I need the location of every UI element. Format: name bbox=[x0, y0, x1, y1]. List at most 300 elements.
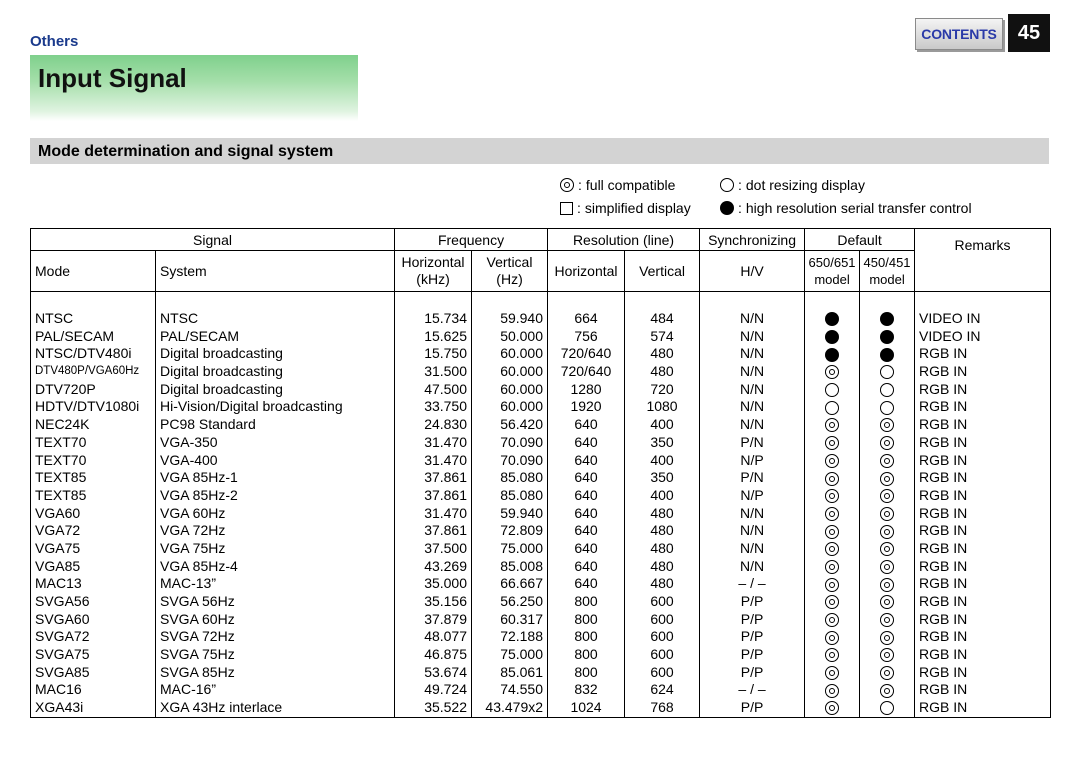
cell-res-vertical: 484 bbox=[625, 310, 700, 328]
double-circle-icon bbox=[825, 701, 839, 715]
cell-vertical-freq: 85.061 bbox=[472, 663, 548, 681]
double-circle-icon bbox=[825, 472, 839, 486]
cell-horizontal-freq: 37.500 bbox=[395, 540, 472, 558]
cell-horizontal-freq: 37.879 bbox=[395, 610, 472, 628]
cell-system: SVGA 60Hz bbox=[156, 610, 395, 628]
filled-circle-icon bbox=[880, 330, 894, 344]
cell-remarks: RGB IN bbox=[915, 540, 1051, 558]
cell-res-horizontal: 640 bbox=[548, 487, 625, 505]
cell-mode: VGA75 bbox=[31, 540, 156, 558]
cell-res-horizontal: 800 bbox=[548, 628, 625, 646]
legend-simplified-label: simplified display bbox=[584, 200, 691, 216]
double-circle-icon bbox=[880, 560, 894, 574]
cell-mode: XGA43i bbox=[31, 699, 156, 717]
cell-model-450 bbox=[860, 557, 915, 575]
cell-system: SVGA 85Hz bbox=[156, 663, 395, 681]
cell-res-horizontal: 640 bbox=[548, 540, 625, 558]
legend-full-label: full compatible bbox=[585, 177, 676, 193]
cell-model-650 bbox=[805, 310, 860, 328]
section-heading: Mode determination and signal system bbox=[30, 138, 1049, 164]
table-row bbox=[31, 380, 1051, 398]
double-circle-icon bbox=[825, 489, 839, 503]
cell-res-horizontal: 1920 bbox=[548, 398, 625, 416]
cell-vertical-freq: 70.090 bbox=[472, 451, 548, 469]
cell-system: XGA 43Hz interlace bbox=[156, 699, 395, 717]
open-circle-icon bbox=[825, 383, 839, 397]
cell-vertical-freq: 43.479x2 bbox=[472, 699, 548, 717]
cell-vertical-freq: 72.188 bbox=[472, 628, 548, 646]
filled-circle-icon bbox=[720, 201, 734, 215]
cell-model-450 bbox=[860, 398, 915, 416]
cell-model-650 bbox=[805, 363, 860, 381]
cell-res-vertical: 400 bbox=[625, 487, 700, 505]
cell-res-horizontal: 640 bbox=[548, 557, 625, 575]
header-horizontal-khz: Horizontal (kHz) bbox=[395, 251, 472, 292]
cell-mode: TEXT85 bbox=[31, 469, 156, 487]
cell-model-450 bbox=[860, 469, 915, 487]
table-row bbox=[31, 646, 1051, 664]
cell-model-650 bbox=[805, 327, 860, 345]
cell-model-450 bbox=[860, 345, 915, 363]
double-circle-icon bbox=[825, 525, 839, 539]
double-circle-icon bbox=[880, 525, 894, 539]
cell-vertical-freq: 60.000 bbox=[472, 363, 548, 381]
cell-system: NTSC bbox=[156, 310, 395, 328]
cell-sync: P/P bbox=[700, 628, 805, 646]
cell-mode: NTSC bbox=[31, 310, 156, 328]
cell-model-650 bbox=[805, 504, 860, 522]
cell-horizontal-freq: 35.000 bbox=[395, 575, 472, 593]
cell-horizontal-freq: 15.750 bbox=[395, 345, 472, 363]
cell-system: VGA 85Hz-4 bbox=[156, 557, 395, 575]
cell-res-vertical: 600 bbox=[625, 593, 700, 611]
legend-simplified: : simplified display bbox=[560, 200, 691, 216]
cell-remarks: RGB IN bbox=[915, 380, 1051, 398]
cell-mode: NEC24K bbox=[31, 416, 156, 434]
cell-vertical-freq: 85.080 bbox=[472, 487, 548, 505]
cell-res-horizontal: 640 bbox=[548, 434, 625, 452]
cell-res-horizontal: 640 bbox=[548, 416, 625, 434]
cell-vertical-freq: 50.000 bbox=[472, 327, 548, 345]
cell-res-vertical: 480 bbox=[625, 363, 700, 381]
cell-system: Digital broadcasting bbox=[156, 363, 395, 381]
table-row bbox=[31, 434, 1051, 452]
cell-vertical-freq: 72.809 bbox=[472, 522, 548, 540]
cell-res-vertical: 600 bbox=[625, 663, 700, 681]
cell-model-650 bbox=[805, 699, 860, 717]
cell-model-650 bbox=[805, 434, 860, 452]
header-hv: H/V bbox=[700, 251, 805, 292]
double-circle-icon bbox=[880, 613, 894, 627]
cell-remarks: RGB IN bbox=[915, 434, 1051, 452]
cell-system: VGA-400 bbox=[156, 451, 395, 469]
cell-vertical-freq: 60.000 bbox=[472, 380, 548, 398]
header-res-vertical: Vertical bbox=[625, 251, 700, 292]
cell-system: Digital broadcasting bbox=[156, 345, 395, 363]
title-banner bbox=[30, 55, 358, 121]
cell-horizontal-freq: 35.156 bbox=[395, 593, 472, 611]
filled-circle-icon bbox=[825, 312, 839, 326]
double-circle-icon bbox=[825, 595, 839, 609]
cell-model-450 bbox=[860, 681, 915, 699]
legend-dot-label: dot resizing display bbox=[745, 177, 865, 193]
page-number: 45 bbox=[1008, 14, 1050, 52]
cell-model-650 bbox=[805, 628, 860, 646]
cell-remarks: RGB IN bbox=[915, 557, 1051, 575]
table-body bbox=[31, 292, 1051, 718]
open-circle-icon bbox=[880, 365, 894, 379]
cell-horizontal-freq: 31.500 bbox=[395, 363, 472, 381]
cell-system: Hi-Vision/Digital broadcasting bbox=[156, 398, 395, 416]
table-row bbox=[31, 557, 1051, 575]
contents-button[interactable]: CONTENTS bbox=[915, 18, 1003, 50]
cell-mode: TEXT70 bbox=[31, 434, 156, 452]
cell-mode: VGA60 bbox=[31, 504, 156, 522]
cell-model-450 bbox=[860, 327, 915, 345]
double-circle-icon bbox=[880, 684, 894, 698]
open-circle-icon bbox=[880, 383, 894, 397]
cell-sync: N/N bbox=[700, 380, 805, 398]
cell-model-650 bbox=[805, 451, 860, 469]
table-row bbox=[31, 628, 1051, 646]
cell-sync: N/N bbox=[700, 327, 805, 345]
legend-dot-resizing: : dot resizing display bbox=[720, 177, 865, 193]
cell-model-450 bbox=[860, 540, 915, 558]
cell-remarks: RGB IN bbox=[915, 504, 1051, 522]
cell-model-650 bbox=[805, 646, 860, 664]
cell-remarks: RGB IN bbox=[915, 469, 1051, 487]
cell-horizontal-freq: 31.470 bbox=[395, 451, 472, 469]
cell-res-horizontal: 640 bbox=[548, 451, 625, 469]
cell-vertical-freq: 59.940 bbox=[472, 310, 548, 328]
cell-sync: P/P bbox=[700, 646, 805, 664]
header-model-450: 450/451 model bbox=[860, 251, 915, 292]
cell-horizontal-freq: 35.522 bbox=[395, 699, 472, 717]
double-circle-icon bbox=[880, 648, 894, 662]
cell-model-450 bbox=[860, 628, 915, 646]
table-row bbox=[31, 663, 1051, 681]
cell-remarks: VIDEO IN bbox=[915, 310, 1051, 328]
header-vertical-hz: Vertical (Hz) bbox=[472, 251, 548, 292]
cell-res-vertical: 350 bbox=[625, 434, 700, 452]
cell-res-horizontal: 720/640 bbox=[548, 345, 625, 363]
filled-circle-icon bbox=[880, 312, 894, 326]
cell-mode: DTV480P/VGA60Hz bbox=[31, 363, 156, 381]
cell-res-vertical: 480 bbox=[625, 540, 700, 558]
cell-res-horizontal: 800 bbox=[548, 646, 625, 664]
cell-horizontal-freq: 49.724 bbox=[395, 681, 472, 699]
cell-res-vertical: 1080 bbox=[625, 398, 700, 416]
cell-sync: P/P bbox=[700, 593, 805, 611]
cell-horizontal-freq: 48.077 bbox=[395, 628, 472, 646]
header-frequency: Frequency bbox=[395, 229, 548, 251]
cell-system: MAC-13” bbox=[156, 575, 395, 593]
table-row bbox=[31, 522, 1051, 540]
cell-model-650 bbox=[805, 540, 860, 558]
table-row bbox=[31, 699, 1051, 717]
double-circle-icon bbox=[825, 666, 839, 680]
cell-sync: P/N bbox=[700, 434, 805, 452]
cell-res-horizontal: 832 bbox=[548, 681, 625, 699]
cell-res-horizontal: 720/640 bbox=[548, 363, 625, 381]
table-row bbox=[31, 398, 1051, 416]
cell-mode: SVGA75 bbox=[31, 646, 156, 664]
cell-system: VGA 60Hz bbox=[156, 504, 395, 522]
cell-horizontal-freq: 37.861 bbox=[395, 522, 472, 540]
cell-sync: N/N bbox=[700, 398, 805, 416]
cell-sync: N/N bbox=[700, 504, 805, 522]
filled-circle-icon bbox=[825, 330, 839, 344]
double-circle-icon bbox=[880, 666, 894, 680]
cell-mode: VGA85 bbox=[31, 557, 156, 575]
cell-mode: SVGA56 bbox=[31, 593, 156, 611]
cell-horizontal-freq: 31.470 bbox=[395, 504, 472, 522]
cell-sync: N/N bbox=[700, 310, 805, 328]
cell-sync: N/N bbox=[700, 557, 805, 575]
cell-remarks: RGB IN bbox=[915, 522, 1051, 540]
double-circle-icon bbox=[825, 648, 839, 662]
double-circle-icon bbox=[880, 578, 894, 592]
cell-model-650 bbox=[805, 345, 860, 363]
open-circle-icon bbox=[880, 401, 894, 415]
open-circle-icon bbox=[880, 701, 894, 715]
cell-mode: SVGA85 bbox=[31, 663, 156, 681]
cell-res-vertical: 720 bbox=[625, 380, 700, 398]
cell-remarks: VIDEO IN bbox=[915, 327, 1051, 345]
cell-model-450 bbox=[860, 699, 915, 717]
cell-mode: PAL/SECAM bbox=[31, 327, 156, 345]
double-circle-icon bbox=[880, 489, 894, 503]
cell-sync: – / – bbox=[700, 575, 805, 593]
cell-remarks: RGB IN bbox=[915, 610, 1051, 628]
cell-model-450 bbox=[860, 416, 915, 434]
filled-circle-icon bbox=[880, 348, 894, 362]
page-title: Input Signal bbox=[38, 63, 187, 93]
cell-model-650 bbox=[805, 380, 860, 398]
cell-res-vertical: 768 bbox=[625, 699, 700, 717]
cell-remarks: RGB IN bbox=[915, 663, 1051, 681]
cell-model-650 bbox=[805, 593, 860, 611]
cell-system: PC98 Standard bbox=[156, 416, 395, 434]
legend-high-resolution: : high resolution serial transfer control bbox=[720, 200, 972, 216]
double-circle-icon bbox=[825, 542, 839, 556]
cell-system: VGA-350 bbox=[156, 434, 395, 452]
cell-model-650 bbox=[805, 610, 860, 628]
open-circle-icon bbox=[825, 401, 839, 415]
cell-res-vertical: 600 bbox=[625, 646, 700, 664]
table-row bbox=[31, 327, 1051, 345]
table-row bbox=[31, 451, 1051, 469]
cell-res-vertical: 574 bbox=[625, 327, 700, 345]
cell-horizontal-freq: 31.470 bbox=[395, 434, 472, 452]
cell-remarks: RGB IN bbox=[915, 593, 1051, 611]
cell-model-650 bbox=[805, 681, 860, 699]
cell-horizontal-freq: 33.750 bbox=[395, 398, 472, 416]
cell-horizontal-freq: 43.269 bbox=[395, 557, 472, 575]
header-mode: Mode bbox=[31, 251, 156, 292]
cell-sync: N/N bbox=[700, 363, 805, 381]
cell-vertical-freq: 60.000 bbox=[472, 345, 548, 363]
double-circle-icon bbox=[825, 507, 839, 521]
cell-remarks: RGB IN bbox=[915, 487, 1051, 505]
table-row bbox=[31, 610, 1051, 628]
cell-vertical-freq: 56.250 bbox=[472, 593, 548, 611]
cell-res-horizontal: 640 bbox=[548, 522, 625, 540]
cell-res-vertical: 600 bbox=[625, 628, 700, 646]
table-row bbox=[31, 345, 1051, 363]
table-row bbox=[31, 504, 1051, 522]
cell-vertical-freq: 85.008 bbox=[472, 557, 548, 575]
cell-sync: N/P bbox=[700, 451, 805, 469]
cell-res-horizontal: 756 bbox=[548, 327, 625, 345]
table-row bbox=[31, 540, 1051, 558]
cell-res-horizontal: 664 bbox=[548, 310, 625, 328]
header-system: System bbox=[156, 251, 395, 292]
cell-mode: SVGA72 bbox=[31, 628, 156, 646]
cell-horizontal-freq: 47.500 bbox=[395, 380, 472, 398]
cell-model-650 bbox=[805, 487, 860, 505]
cell-vertical-freq: 70.090 bbox=[472, 434, 548, 452]
cell-res-vertical: 400 bbox=[625, 416, 700, 434]
cell-system: Digital broadcasting bbox=[156, 380, 395, 398]
cell-system: VGA 75Hz bbox=[156, 540, 395, 558]
table-row bbox=[31, 416, 1051, 434]
cell-res-vertical: 600 bbox=[625, 610, 700, 628]
cell-system: VGA 72Hz bbox=[156, 522, 395, 540]
cell-model-650 bbox=[805, 522, 860, 540]
cell-sync: P/P bbox=[700, 610, 805, 628]
cell-model-450 bbox=[860, 434, 915, 452]
cell-horizontal-freq: 15.625 bbox=[395, 327, 472, 345]
legend-full-compatible: : full compatible bbox=[560, 177, 675, 193]
cell-sync: P/P bbox=[700, 663, 805, 681]
cell-horizontal-freq: 46.875 bbox=[395, 646, 472, 664]
cell-sync: – / – bbox=[700, 681, 805, 699]
cell-vertical-freq: 75.000 bbox=[472, 646, 548, 664]
double-circle-icon bbox=[880, 542, 894, 556]
cell-remarks: RGB IN bbox=[915, 416, 1051, 434]
cell-model-450 bbox=[860, 310, 915, 328]
cell-model-450 bbox=[860, 610, 915, 628]
cell-vertical-freq: 56.420 bbox=[472, 416, 548, 434]
cell-mode: SVGA60 bbox=[31, 610, 156, 628]
cell-res-vertical: 624 bbox=[625, 681, 700, 699]
cell-model-650 bbox=[805, 557, 860, 575]
double-circle-icon bbox=[825, 631, 839, 645]
cell-horizontal-freq: 24.830 bbox=[395, 416, 472, 434]
cell-remarks: RGB IN bbox=[915, 363, 1051, 381]
header-default: Default bbox=[805, 229, 915, 251]
double-circle-icon bbox=[880, 507, 894, 521]
table-row bbox=[31, 310, 1051, 328]
cell-res-vertical: 480 bbox=[625, 504, 700, 522]
cell-model-650 bbox=[805, 416, 860, 434]
cell-mode: TEXT85 bbox=[31, 487, 156, 505]
cell-horizontal-freq: 15.734 bbox=[395, 310, 472, 328]
cell-mode: TEXT70 bbox=[31, 451, 156, 469]
cell-model-450 bbox=[860, 522, 915, 540]
cell-remarks: RGB IN bbox=[915, 628, 1051, 646]
cell-remarks: RGB IN bbox=[915, 681, 1051, 699]
cell-model-650 bbox=[805, 663, 860, 681]
cell-mode: VGA72 bbox=[31, 522, 156, 540]
legend-high-label: high resolution serial transfer control bbox=[745, 200, 972, 216]
table-row bbox=[31, 469, 1051, 487]
cell-mode: NTSC/DTV480i bbox=[31, 345, 156, 363]
header-model-650: 650/651 model bbox=[805, 251, 860, 292]
cell-remarks: RGB IN bbox=[915, 398, 1051, 416]
double-circle-icon bbox=[880, 454, 894, 468]
double-circle-icon bbox=[880, 418, 894, 432]
cell-mode: MAC16 bbox=[31, 681, 156, 699]
header-remarks: Remarks bbox=[915, 229, 1051, 292]
cell-sync: N/N bbox=[700, 345, 805, 363]
cell-sync: N/N bbox=[700, 540, 805, 558]
cell-remarks: RGB IN bbox=[915, 451, 1051, 469]
table-row bbox=[31, 487, 1051, 505]
cell-res-vertical: 480 bbox=[625, 522, 700, 540]
cell-res-horizontal: 800 bbox=[548, 663, 625, 681]
cell-model-450 bbox=[860, 363, 915, 381]
cell-res-horizontal: 640 bbox=[548, 469, 625, 487]
cell-mode: MAC13 bbox=[31, 575, 156, 593]
cell-vertical-freq: 59.940 bbox=[472, 504, 548, 522]
cell-system: VGA 85Hz-2 bbox=[156, 487, 395, 505]
cell-horizontal-freq: 37.861 bbox=[395, 469, 472, 487]
cell-model-650 bbox=[805, 575, 860, 593]
cell-remarks: RGB IN bbox=[915, 345, 1051, 363]
cell-model-450 bbox=[860, 487, 915, 505]
filled-circle-icon bbox=[825, 348, 839, 362]
cell-res-horizontal: 640 bbox=[548, 504, 625, 522]
square-icon bbox=[560, 202, 573, 215]
cell-res-vertical: 480 bbox=[625, 557, 700, 575]
header-sync: Synchronizing bbox=[700, 229, 805, 251]
input-signal-table bbox=[30, 228, 1051, 718]
cell-vertical-freq: 66.667 bbox=[472, 575, 548, 593]
cell-vertical-freq: 85.080 bbox=[472, 469, 548, 487]
header-res-horizontal: Horizontal bbox=[548, 251, 625, 292]
header-signal: Signal bbox=[31, 229, 395, 251]
double-circle-icon bbox=[880, 595, 894, 609]
cell-model-650 bbox=[805, 469, 860, 487]
cell-res-horizontal: 1280 bbox=[548, 380, 625, 398]
cell-remarks: RGB IN bbox=[915, 575, 1051, 593]
cell-res-vertical: 400 bbox=[625, 451, 700, 469]
cell-res-vertical: 350 bbox=[625, 469, 700, 487]
cell-res-horizontal: 1024 bbox=[548, 699, 625, 717]
cell-res-horizontal: 640 bbox=[548, 575, 625, 593]
cell-remarks: RGB IN bbox=[915, 646, 1051, 664]
cell-model-450 bbox=[860, 575, 915, 593]
cell-res-horizontal: 800 bbox=[548, 593, 625, 611]
cell-horizontal-freq: 37.861 bbox=[395, 487, 472, 505]
cell-model-450 bbox=[860, 451, 915, 469]
section-label: Others bbox=[30, 33, 79, 50]
double-circle-icon bbox=[560, 178, 574, 192]
cell-res-horizontal: 800 bbox=[548, 610, 625, 628]
open-circle-icon bbox=[720, 178, 734, 192]
double-circle-icon bbox=[825, 578, 839, 592]
cell-system: SVGA 56Hz bbox=[156, 593, 395, 611]
double-circle-icon bbox=[825, 418, 839, 432]
header-resolution: Resolution (line) bbox=[548, 229, 700, 251]
cell-vertical-freq: 74.550 bbox=[472, 681, 548, 699]
double-circle-icon bbox=[825, 365, 839, 379]
double-circle-icon bbox=[825, 436, 839, 450]
cell-system: MAC-16” bbox=[156, 681, 395, 699]
cell-vertical-freq: 60.000 bbox=[472, 398, 548, 416]
